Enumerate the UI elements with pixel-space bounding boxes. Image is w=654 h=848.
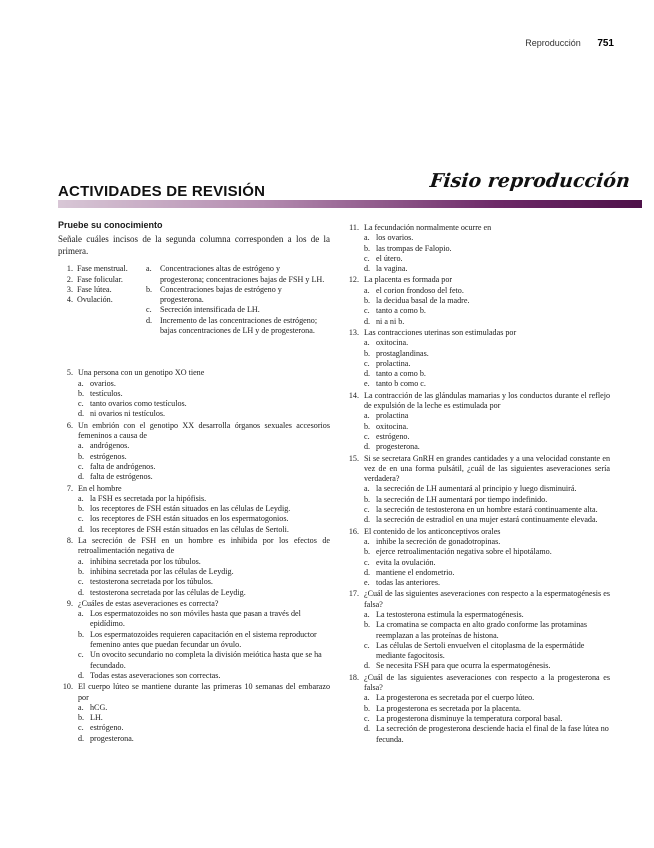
option-letter: b. [364, 296, 371, 306]
option-letter: c. [364, 505, 370, 515]
question-number: 9. [66, 598, 73, 608]
match-right-item [146, 264, 326, 285]
option-list [78, 441, 330, 482]
question-text: La contracción de las glándulas mamarias y los conductos durante el reflejo de expulsión de la leche es estimulada por [364, 390, 610, 411]
answer-option [364, 558, 610, 568]
answer-option [78, 630, 330, 651]
question-stem [344, 275, 610, 285]
option-list [78, 703, 330, 744]
answer-option [364, 233, 610, 243]
option-text: prolactina. [376, 358, 411, 368]
answer-option [364, 244, 610, 254]
running-header [525, 38, 614, 49]
option-text: testículos. [90, 388, 123, 398]
option-text: las trompas de Falopio. [376, 243, 452, 253]
answer-option [78, 409, 330, 419]
option-letter: a. [364, 411, 370, 421]
answer-option [364, 264, 610, 274]
option-letter: b. [364, 421, 371, 431]
question-item [58, 421, 330, 483]
option-letter: c. [78, 399, 84, 409]
option-letter: b. [364, 620, 371, 630]
option-letter: b. [364, 703, 371, 713]
option-letter: d. [78, 733, 85, 743]
option-letter: e. [364, 578, 370, 588]
option-letter: e. [364, 379, 370, 389]
answer-option [364, 547, 610, 557]
option-letter: d. [364, 515, 371, 525]
option-letter: c. [78, 461, 84, 471]
answer-option [364, 714, 610, 724]
option-text: el corion frondoso del feto. [376, 285, 464, 295]
option-text: hCG. [90, 702, 108, 712]
question-stem [344, 223, 610, 233]
answer-option [364, 568, 610, 578]
option-letter: d. [364, 369, 371, 379]
question-item [58, 599, 330, 681]
answer-option [364, 296, 610, 306]
option-letter: b. [78, 451, 85, 461]
intro-instruction: Señale cuáles incisos de la segunda columna corresponden a los de la primera. [58, 234, 330, 256]
answer-option [364, 641, 610, 662]
answer-option [364, 369, 610, 379]
match-left-item [58, 264, 138, 274]
question-item [344, 275, 610, 326]
option-list [364, 610, 610, 672]
option-letter: c. [364, 713, 370, 723]
question-stem [58, 536, 330, 557]
question-text: El cuerpo lúteo se mantiene durante las primeras 10 semanas del embarazo por [78, 682, 330, 702]
option-letter: d. [364, 567, 371, 577]
option-letter: c. [364, 306, 370, 316]
option-text: ni a ni b. [376, 316, 405, 326]
answer-option [364, 704, 610, 714]
question-item [58, 368, 330, 419]
option-text: tanto ovarios como testículos. [90, 399, 187, 409]
running-section: Reproducción [525, 38, 581, 48]
match-right-item [146, 316, 326, 337]
answer-option [78, 504, 330, 514]
question-stem [344, 391, 610, 412]
fisio-banner: Fisio reproducción [425, 170, 635, 192]
option-text: prostaglandinas. [376, 348, 429, 358]
match-right-text: Secreción intensificada de LH. [160, 305, 260, 315]
option-text: los ovarios. [376, 233, 414, 243]
question-number: 15. [348, 453, 359, 463]
match-right-letter: d. [146, 315, 153, 325]
question-stem [344, 527, 610, 537]
option-text: la vagina. [376, 264, 408, 274]
option-text: testosterona secretada por los túbulos. [90, 577, 213, 587]
option-text: La progesterona es secretada por el cuerpo lúteo. [376, 693, 535, 703]
answer-option [78, 650, 330, 671]
question-text: En el hombre [78, 483, 122, 493]
option-text: los receptores de FSH están situados en las células de Sertoli. [90, 524, 289, 534]
option-text: inhibina secretada por los túbulos. [90, 556, 201, 566]
answer-option [364, 286, 610, 296]
answer-option [78, 462, 330, 472]
option-letter: c. [364, 431, 370, 441]
match-left-item [58, 295, 138, 305]
question-text: ¿Cuáles de estas aseveraciones es correcta? [78, 598, 219, 608]
option-list [364, 537, 610, 588]
option-letter: c. [78, 577, 84, 587]
option-text: tanto b como c. [376, 379, 426, 389]
question-number: 12. [348, 275, 359, 285]
question-stem [58, 421, 330, 442]
option-letter: c. [78, 650, 84, 660]
option-text: Todas estas aseveraciones son correctas. [90, 670, 221, 680]
option-letter: c. [364, 358, 370, 368]
question-item [58, 682, 330, 744]
question-stem [58, 484, 330, 494]
question-number: 13. [348, 327, 359, 337]
answer-option [78, 713, 330, 723]
question-item [344, 589, 610, 671]
option-text: progesterona. [90, 733, 134, 743]
option-text: Se necesita FSH para que ocurra la espermatogénesis. [376, 661, 551, 671]
matching-exercise [58, 264, 330, 367]
option-letter: c. [78, 723, 84, 733]
answer-option [364, 442, 610, 452]
option-letter: b. [364, 547, 371, 557]
question-list-left [58, 368, 330, 744]
option-list [78, 379, 330, 420]
question-text: El contenido de los anticonceptivos orales [364, 526, 501, 536]
question-number: 11. [349, 223, 359, 232]
option-text: la secreción de estradiol en una mujer estará continuamente elevada. [376, 515, 598, 525]
answer-option [78, 557, 330, 567]
question-text: La secreción de FSH en un hombre es inhibida por los efectos de retroalimentación negativa de [78, 536, 330, 556]
option-letter: d. [78, 472, 85, 482]
option-text: tanto a como b. [376, 369, 426, 379]
answer-option [364, 379, 610, 389]
left-column [58, 220, 330, 744]
option-list [364, 286, 610, 327]
question-text: Las contracciones uterinas son estimuladas por [364, 327, 517, 337]
option-text: LH. [90, 713, 103, 723]
answer-option [364, 724, 610, 745]
page-number: 751 [597, 38, 614, 49]
answer-option [78, 494, 330, 504]
option-letter: a. [78, 702, 84, 712]
option-letter: d. [364, 724, 371, 734]
option-text: andrógenos. [90, 441, 130, 451]
title-band [58, 200, 642, 208]
option-letter: a. [78, 441, 84, 451]
option-letter: a. [78, 378, 84, 388]
option-letter: a. [364, 233, 370, 243]
option-letter: b. [78, 566, 85, 576]
option-letter: d. [78, 409, 85, 419]
option-text: oxitocina. [376, 421, 409, 431]
option-text: la secreción de LH aumentará por tiempo indefinido. [376, 494, 548, 504]
option-text: todas las anteriores. [376, 578, 441, 588]
question-stem [344, 673, 610, 694]
option-text: el útero. [376, 253, 403, 263]
question-text: ¿Cuál de las siguientes aseveraciones con respecto a la progesterona es falsa? [364, 672, 610, 693]
answer-option [364, 578, 610, 588]
option-letter: a. [78, 493, 84, 503]
option-letter: b. [78, 388, 85, 398]
answer-option [78, 609, 330, 630]
question-number: 6. [66, 420, 73, 430]
match-right-item [146, 305, 326, 315]
match-right-text: Concentraciones altas de estrógeno y progesterona; concentraciones bajas de FSH y LH. [160, 264, 325, 284]
option-text: estrógenos. [90, 451, 127, 461]
answer-option [364, 432, 610, 442]
answer-option [78, 525, 330, 535]
option-text: La progesterona es secretada por la placenta. [376, 703, 521, 713]
question-text: Si se secretara GnRH en grandes cantidades y a una velocidad constante en vez de en una forma pulsátil, ¿cuál de las siguientes aseveraciones sería verdadera? [364, 453, 610, 484]
answer-option [78, 577, 330, 587]
option-list [364, 338, 610, 389]
option-letter: b. [78, 713, 85, 723]
matching-right-list [146, 264, 326, 336]
question-item [344, 391, 610, 453]
answer-option [78, 441, 330, 451]
match-right-text: Concentraciones bajas de estrógeno y progesterona. [160, 284, 282, 305]
option-letter: c. [78, 514, 84, 524]
option-letter: d. [364, 316, 371, 326]
option-list [78, 609, 330, 681]
answer-option [364, 254, 610, 264]
option-text: falta de andrógenos. [90, 461, 156, 471]
question-item [58, 536, 330, 598]
option-text: la secreción de LH aumentará al principio y luego disminuirá. [376, 484, 577, 494]
option-list [364, 484, 610, 525]
question-list-right [344, 222, 610, 745]
question-text: Una persona con un genotipo XO tiene [78, 368, 205, 378]
option-letter: d. [78, 587, 85, 597]
answer-option [78, 389, 330, 399]
match-right-item [146, 285, 326, 306]
question-item [344, 328, 610, 390]
question-stem [344, 454, 610, 485]
match-left-number: 3. [66, 284, 73, 294]
match-left-text: Fase menstrual. [77, 264, 128, 274]
option-letter: a. [364, 338, 370, 348]
match-right-letter: b. [146, 284, 153, 294]
option-text: la FSH es secretada por la hipófisis. [90, 493, 207, 503]
match-left-item [58, 275, 138, 285]
match-left-number: 1. [66, 264, 73, 274]
match-right-letter: a. [146, 264, 152, 274]
option-letter: a. [78, 609, 84, 619]
question-number: 5. [66, 368, 73, 378]
option-letter: d. [78, 524, 85, 534]
option-text: mantiene el endometrio. [376, 567, 455, 577]
option-text: La cromatina se compacta en alto grado conforme las protaminas reemplazan a las proteínas de histona. [376, 620, 588, 640]
option-text: ni ovarios ni testículos. [90, 409, 166, 419]
question-text: La placenta es formada por [364, 275, 453, 285]
answer-option [364, 349, 610, 359]
match-left-text: Ovulación. [77, 295, 113, 305]
question-number: 10. [62, 682, 73, 692]
option-text: tanto a como b. [376, 306, 426, 316]
option-text: La testosterona estimula la espermatogénesis. [376, 609, 524, 619]
option-letter: b. [364, 494, 371, 504]
option-text: ovarios. [90, 378, 116, 388]
answer-option [364, 317, 610, 327]
question-text: Un embrión con el genotipo XX desarrolla órganos sexuales accesorios femeninos a causa de [78, 420, 330, 441]
match-left-number: 2. [66, 274, 73, 284]
answer-option [364, 359, 610, 369]
option-letter: a. [364, 536, 370, 546]
option-list [364, 411, 610, 452]
answer-option [78, 588, 330, 598]
option-text: inhibe la secreción de gonadotropinas. [376, 536, 501, 546]
option-letter: a. [364, 285, 370, 295]
option-letter: b. [78, 629, 85, 639]
option-text: prolactina [376, 411, 409, 421]
option-text: La secreción de progesterona desciende hacia el final de la fase lútea no fecunda. [376, 724, 609, 744]
answer-option [364, 693, 610, 703]
question-number: 16. [348, 526, 359, 536]
option-text: La progesterona disminuye la temperatura corporal basal. [376, 713, 563, 723]
option-text: los receptores de FSH están situados en las células de Leydig. [90, 504, 291, 514]
answer-option [364, 515, 610, 525]
answer-option [78, 514, 330, 524]
option-text: Un ovocito secundario no completa la división meiótica hasta que se ha fecundado. [90, 650, 322, 670]
question-stem [58, 599, 330, 609]
option-list [364, 693, 610, 744]
section-title: ACTIVIDADES DE REVISIÓN [58, 183, 271, 200]
option-letter: a. [364, 693, 370, 703]
answer-option [364, 661, 610, 671]
question-item [58, 484, 330, 535]
answer-option [364, 620, 610, 641]
question-text: La fecundación normalmente ocurre en [364, 223, 492, 232]
answer-option [364, 338, 610, 348]
answer-option [364, 411, 610, 421]
answer-option [78, 723, 330, 733]
question-item [344, 454, 610, 526]
question-number: 8. [66, 536, 73, 546]
question-item [344, 527, 610, 589]
option-letter: a. [364, 609, 370, 619]
question-stem [344, 589, 610, 610]
question-item [344, 673, 610, 745]
matching-left-list [58, 264, 138, 305]
option-text: estrógeno. [90, 723, 124, 733]
intro-heading: Pruebe su conocimiento [58, 220, 163, 230]
question-item [344, 223, 610, 274]
option-text: inhibina secretada por las células de Leydig. [90, 566, 234, 576]
option-letter: a. [364, 484, 370, 494]
answer-option [364, 610, 610, 620]
answer-option [364, 495, 610, 505]
answer-option [364, 422, 610, 432]
option-text: evita la ovulación. [376, 557, 436, 567]
option-letter: d. [364, 661, 371, 671]
question-stem [58, 368, 330, 378]
option-text: Los espermatozoides no son móviles hasta que pasan a través del epidídimo. [90, 609, 301, 629]
answer-option [78, 703, 330, 713]
option-letter: b. [78, 504, 85, 514]
answer-option [78, 399, 330, 409]
answer-option [78, 671, 330, 681]
answer-option [78, 734, 330, 744]
option-letter: d. [364, 442, 371, 452]
match-right-text: Incremento de las concentraciones de estrógeno; bajas concentraciones de LH y de progesterona. [160, 315, 318, 336]
answer-option [78, 472, 330, 482]
answer-option [78, 379, 330, 389]
question-number: 7. [66, 483, 73, 493]
answer-option [78, 567, 330, 577]
option-text: Las células de Sertoli envuelven el citoplasma de la espermátide mediante fagocitosis. [376, 640, 585, 661]
match-left-text: Fase folicular. [77, 274, 123, 284]
option-text: la decidua basal de la madre. [376, 296, 470, 306]
option-text: Los espermatozoides requieren capacitación en el sistema reproductor femenino antes que puedan fecundar un óvulo. [90, 629, 317, 650]
option-text: la secreción de testosterona en un hombre estará continuamente alta. [376, 505, 598, 515]
answer-option [364, 484, 610, 494]
option-letter: c. [364, 557, 370, 567]
question-stem [58, 682, 330, 703]
answer-option [364, 505, 610, 515]
option-letter: b. [364, 243, 371, 253]
match-right-letter: c. [146, 305, 152, 315]
answer-option [364, 306, 610, 316]
option-text: progesterona. [376, 442, 420, 452]
option-letter: d. [78, 670, 85, 680]
option-text: oxitocina. [376, 338, 409, 348]
question-text: ¿Cuál de las siguientes aseveraciones con respecto a la espermatogénesis es falsa? [364, 589, 610, 609]
option-letter: d. [364, 264, 371, 274]
option-list [78, 557, 330, 598]
answer-option [364, 537, 610, 547]
match-left-number: 4. [66, 295, 73, 305]
option-text: estrógeno. [376, 431, 410, 441]
answer-option [78, 452, 330, 462]
question-number: 18. [348, 672, 359, 682]
option-list [364, 233, 610, 274]
option-text: los receptores de FSH están situados en los espermatogonios. [90, 514, 289, 524]
question-number: 14. [348, 390, 359, 400]
option-letter: c. [364, 253, 370, 263]
match-left-text: Fase lútea. [77, 284, 112, 294]
option-text: testosterona secretada por las células de Leydig. [90, 587, 246, 597]
option-text: ejerce retroalimentación negativa sobre el hipotálamo. [376, 547, 552, 557]
option-text: falta de estrógenos. [90, 472, 153, 482]
option-letter: b. [364, 348, 371, 358]
question-number: 17. [348, 589, 359, 599]
option-letter: c. [364, 640, 370, 650]
option-letter: a. [78, 556, 84, 566]
match-left-item [58, 285, 138, 295]
question-stem [344, 328, 610, 338]
option-list [78, 494, 330, 535]
